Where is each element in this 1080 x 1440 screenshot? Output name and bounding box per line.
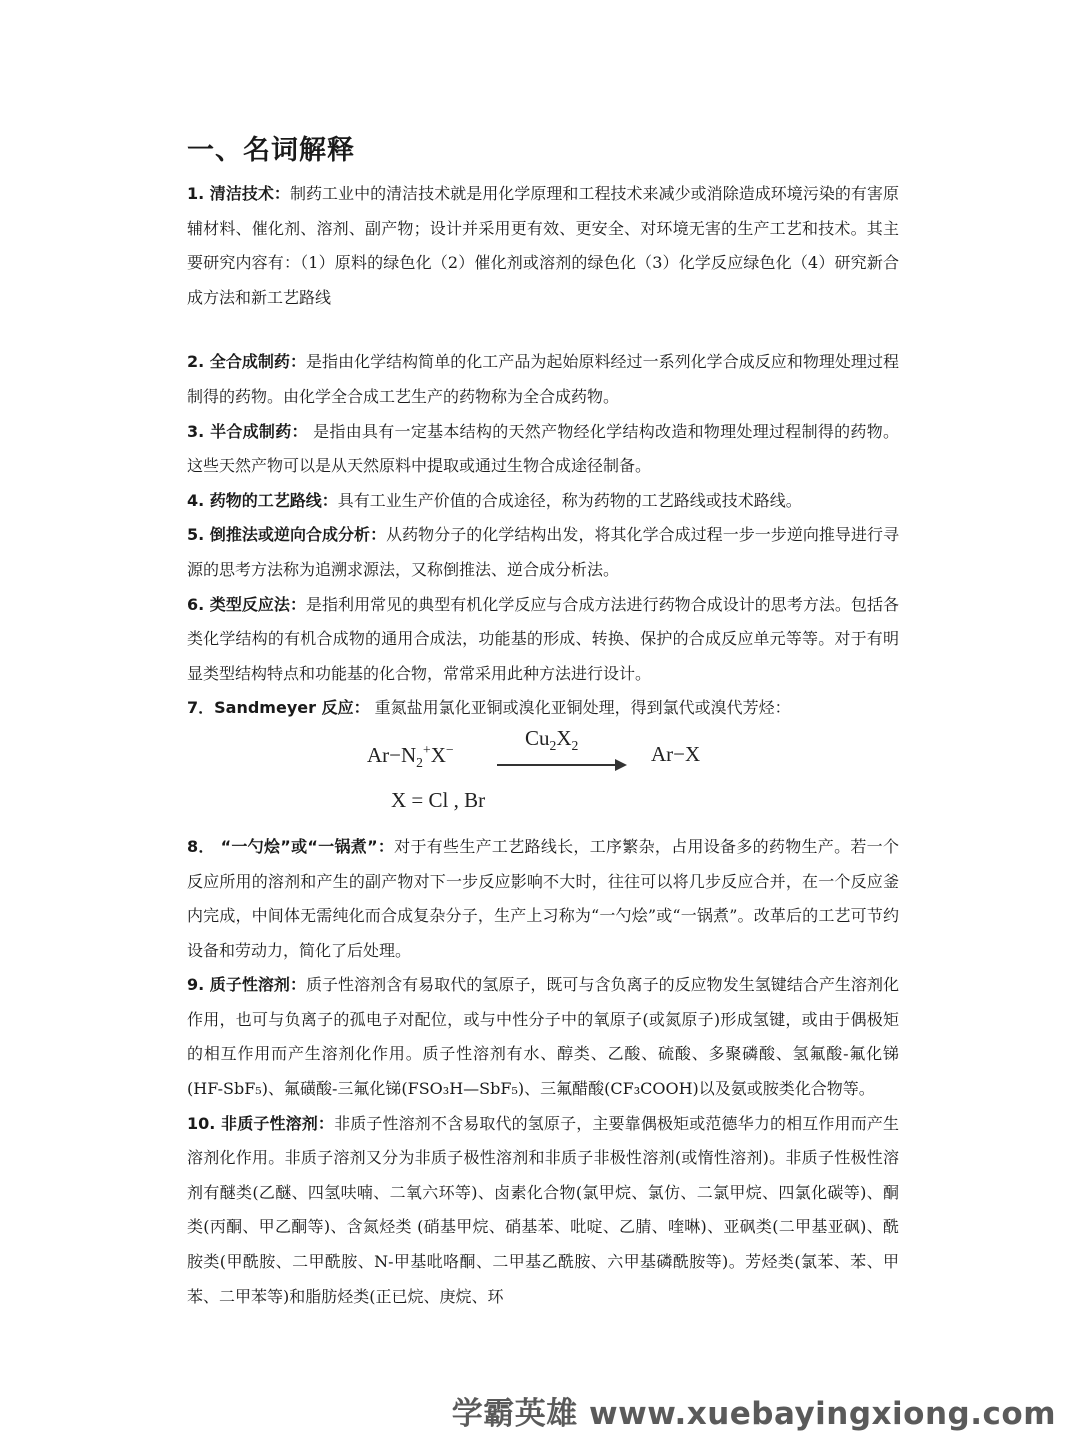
definition-item xyxy=(187,830,899,968)
definition-text: 重氮盐用氯化亚铜或溴化亚铜处理，得到氯代或溴代芳烃： xyxy=(369,698,791,718)
definition-text: 制药工业中的清洁技术就是用化学原理和工程技术来减少或消除造成环境污染的有害原辅材料、催化剂、溶剂、副产物；设计并采用更有效、更安全、对环境无害的生产工艺和技术。其主要研究内容有：（1）原料的绿色化（2）催化剂或溶剂的绿色化（3）化学反应绿色化（4）研究新合成方法和新工艺路线 xyxy=(187,184,899,307)
definition-term: 9. 质子性溶剂： xyxy=(187,975,306,995)
section-heading: 一、名词解释 xyxy=(187,135,355,166)
reagent: $Cu_2X_2$ xyxy=(525,725,579,754)
definition-item xyxy=(187,518,899,587)
site-watermark: 学霸英雄 www.xuebayingxiong.com xyxy=(451,1396,1056,1432)
document-body xyxy=(187,128,899,1314)
definition-term: 4. 药物的工艺路线： xyxy=(187,490,338,510)
definition-text: 质子性溶剂含有易取代的氢原子，既可与含负离子的反应物发生氢键结合产生溶剂化作用，也可与负离子的孤电子对配位，或与中性分子中的氧原子(或氮原子)形成氢键，或由于偶极矩的相互作用而产生溶剂化作用。质子性溶剂有水、醇类、乙酸、硫酸、多聚磷酸、氢氟酸-氟化锑(HF-SbF₅)、氟磺酸-三氟化锑(FSO₃H—SbF₅)、三氟醋酸(CF₃COOH)以及氨或胺类化合物等。 xyxy=(187,975,899,1099)
definition-item xyxy=(187,691,899,726)
paragraph-gap xyxy=(187,315,899,345)
definition-term: 10. 非质子性溶剂： xyxy=(187,1113,335,1133)
definition-term: 5. 倒推法或逆向合成分析： xyxy=(187,525,387,545)
reactant: $Ar-N_2^+X^-$ xyxy=(367,741,454,771)
definition-item xyxy=(187,968,899,1106)
definition-text: 是指由具有一定基本结构的天然产物经化学结构改造和物理处理过程制得的药物。这些天然产物可以是从天然原料中提取或通过生物合成途径制备。 xyxy=(187,421,899,476)
definition-item xyxy=(187,588,899,692)
definition-term: 6. 类型反应法： xyxy=(187,594,306,614)
definition-item xyxy=(187,345,899,414)
definition-text: 具有工业生产价值的合成途径，称为药物的工艺路线或技术路线。 xyxy=(337,490,802,510)
reaction-equation xyxy=(187,725,899,828)
product: Ar−X xyxy=(651,741,701,766)
definition-text: 对于有些生产工艺路线长，工序繁杂，占用设备多的药物生产。若一个反应所用的溶剂和产生的副产物对下一步反应影响不大时，往往可以将几步反应合并，在一个反应釜内完成，中间体无需纯化而合成复杂分子，生产上习称为“一勺烩”或“一锅煮”。改革后的工艺可节约设备和劳动力，简化了后处理。 xyxy=(187,836,899,960)
definition-term: 1. 清洁技术： xyxy=(187,184,290,203)
definition-term: 8． “一勺烩”或“一锅煮”： xyxy=(187,836,395,856)
definition-text: 非质子性溶剂不含易取代的氢原子，主要靠偶极矩或范德华力的相互作用而产生溶剂化作用。非质子溶剂又分为非质子极性溶剂和非质子非极性溶剂(或惰性溶剂)。非质子性极性溶剂有醚类(乙醚、四氢呋喃、二氧六环等)、卤素化合物(氯甲烷、氯仿、二氯甲烷、四氯化碳等)、酮类(丙酮、甲乙酮等)、含氮烃类 (硝基甲烷、硝基苯、吡啶、乙腈、喹啉)、亚砜类(二甲基亚砜)、酰胺类(甲酰胺、二甲酰胺、N-甲基吡咯酮、二甲基乙酰胺、六甲基磷酰胺等)。芳烃类(氯苯、苯、甲苯、二甲苯等)和脂肪烃类(正已烷、庚烷、环 xyxy=(187,1113,899,1306)
definition-item xyxy=(187,484,899,519)
definition-item xyxy=(187,1107,899,1315)
definition-text: 是指由化学结构简单的化工产品为起始原料经过一系列化学合成反应和物理处理过程制得的药物。由化学全合成工艺生产的药物称为全合成药物。 xyxy=(187,352,899,406)
definition-term: 2. 全合成制药： xyxy=(187,352,306,372)
definition-term: 3. 半合成制药： xyxy=(187,421,308,441)
definition-term: 7．Sandmeyer 反应： xyxy=(187,698,370,718)
reaction-condition: X = Cl , Br xyxy=(391,787,486,812)
definition-item xyxy=(187,415,899,484)
reaction-arrow-icon xyxy=(497,764,625,766)
definition-text: 是指利用常见的典型有机化学反应与合成方法进行药物合成设计的思考方法。包括各类化学结构的有机合成物的通用合成法，功能基的形成、转换、保护的合成反应单元等等。对于有明显类型结构特点和功能基的化合物，常常采用此种方法进行设计。 xyxy=(187,594,899,683)
definition-item xyxy=(187,177,899,315)
definition-text: 从药物分子的化学结构出发，将其化学合成过程一步一步逆向推导进行寻源的思考方法称为追溯求源法，又称倒推法、逆合成分析法。 xyxy=(187,525,899,579)
